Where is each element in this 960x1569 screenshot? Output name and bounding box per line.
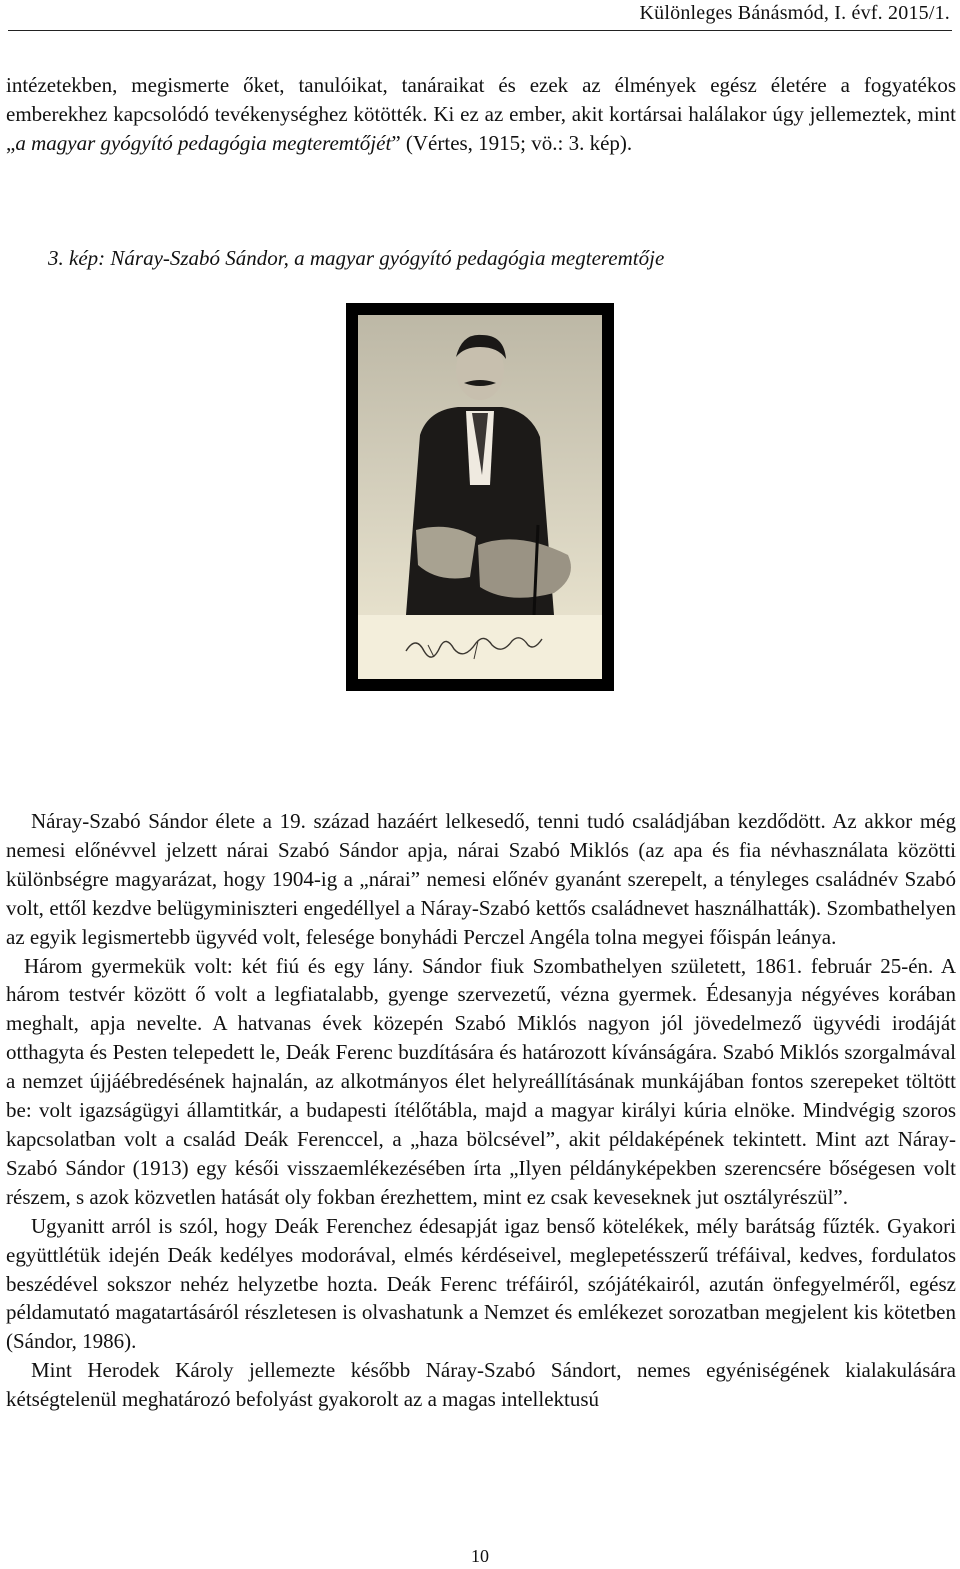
intro-paragraph bbox=[6, 71, 956, 158]
running-header: Különleges Bánásmód, I. évf. 2015/1. bbox=[639, 2, 950, 24]
figure-caption: 3. kép: Náray-Szabó Sándor, a magyar gyógyító pedagógia megteremtője bbox=[48, 246, 665, 270]
intro-text-a: intézetekben, megismerte őket, tanulóikat, tanáraikat és ezek az élmények egész életére a fogyatékos emberekhez kapcsolódó tevékenységhez kötötték. Ki ez az ember, akit kortársai halálakor úgy jellemeztek, mint „ bbox=[6, 73, 956, 155]
paragraph-3: Ugyanitt arról is szól, hogy Deák Ferenchez édesapját igaz benső kötelékek, mély barátság fűzték. Gyakori együttlétük idején Deák kedélyes modorával, elmés kérdéseivel, meglepetésszerű tréfáival, kedves, fordulatos beszédével sokszor nehéz helyzetbe hozta. Deák Ferenc tréfáiról, szójátékairól, azután önfegyelméről, egész példamutató magatartásáról részletesen is olvashatunk a Nemzet és emlékezet sorozatban megjelent kis kötetben (Sándor, 1986). bbox=[6, 1213, 956, 1354]
page-number: 10 bbox=[471, 1546, 489, 1566]
paragraph-4: Mint Herodek Károly jellemezte később Náray-Szabó Sándort, nemes egyéniségének kialakulására kétségtelenül meghatározó befolyást gyakorolt az a magas intellektusú bbox=[6, 1358, 956, 1412]
portrait-photo-frame bbox=[346, 303, 614, 691]
portrait-illustration bbox=[358, 315, 602, 679]
header-rule bbox=[8, 30, 952, 31]
body-text bbox=[6, 807, 956, 1414]
portrait-photo bbox=[358, 315, 602, 679]
intro-quote: a magyar gyógyító pedagógia megteremtőjét bbox=[15, 130, 392, 155]
paragraph-2: Három gyermekük volt: két fiú és egy lány. Sándor fiuk Szombathelyen született, 1861. február 25-én. A három testvér között ő volt a legfiatalabb, gyenge szervezetű, vézna gyermek. Édesanyja négyéves korában meghalt, apja nevelte. A hatvanas évek közepén Szabó Miklós nagyon jól jövedelmező ügyvédi irodáját otthagyta és Pesten telepedett le, Deák Ferenc buzdítására és határozott kívánságára. Szabó Miklós szorgalmával a nemzet újjáébredésének hajnalán, az alkotmányos élet helyreállításának munkájában fontos szerepeket töltött be: volt igazságügyi államtitkár, a budapesti ítélőtábla, majd a magyar királyi kúria elnöke. Mindvégig szoros kapcsolatban volt a család Deák Ferenccel, a „haza bölcsével”, akit példaképének tekintett. Mint azt Náray-Szabó Sándor (1913) egy késői visszaemlékezésében írta „Ilyen példányképekben szerencsére bőségesen volt részem, s azok közvetlen hatását oly fokban érezhettem, mint ez csak keveseknek jut osztályrészül”. bbox=[6, 953, 956, 1209]
paragraph-1: Náray-Szabó Sándor élete a 19. század hazáért lelkesedő, tenni tudó családjában kezdődött. Az akkor még nemesi előnévvel jelzett nárai Szabó Sándor apja, nárai Szabó Miklós (az apa és fia névhasználata közötti különbségre magyarázat, hogy 1904-ig a „nárai” nemesi előnév gyanánt szerepelt, a tényleges családnév Szabó volt, ettől kezdve belügyminiszteri engedéllyel a Náray-Szabó kettős családnevet használhatták). Szombathelyen az egyik legismertebb ügyvéd volt, felesége bonyhádi Perczel Angéla tolna megyei főispán leánya. bbox=[6, 809, 956, 949]
intro-text-b: ” (Vértes, 1915; vö.: 3. kép). bbox=[391, 130, 633, 155]
